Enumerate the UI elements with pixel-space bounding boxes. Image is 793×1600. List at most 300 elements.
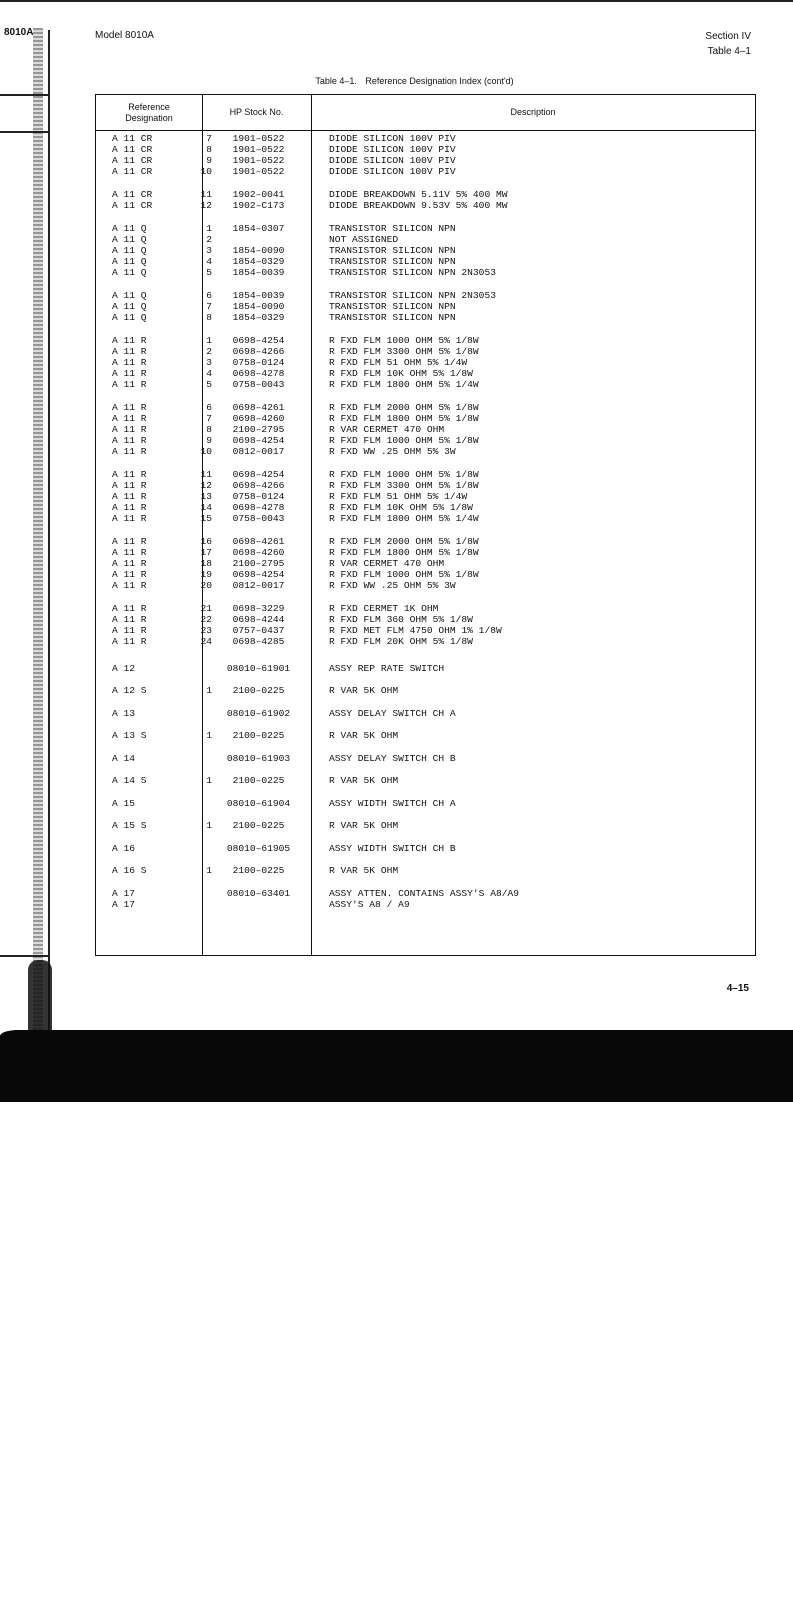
ref-prefix: A 13 S	[112, 730, 147, 741]
hp-stock-number: 2100–2795	[232, 424, 285, 435]
description: R FXD FLM 51 OHM 5% 1/4W	[329, 491, 468, 502]
description: ASSY'S A8 / A9	[329, 899, 410, 910]
ref-prefix: A 17	[112, 899, 136, 910]
scan-shadow	[28, 960, 52, 1040]
ref-designation	[112, 335, 212, 346]
ref-prefix: A 11 R	[112, 614, 147, 625]
ref-designation	[112, 558, 212, 569]
table-row	[96, 798, 755, 809]
table-row	[96, 346, 755, 357]
ref-number: 20	[200, 580, 212, 591]
section-label: Section IV	[705, 31, 751, 42]
ref-number: 7	[206, 133, 212, 144]
ref-prefix: A 11 R	[112, 368, 147, 379]
hp-stock-number: 1854–0329	[232, 312, 285, 323]
ref-number: 1	[206, 775, 212, 786]
hp-stock-number: 2100–0225	[232, 730, 285, 741]
ref-designation	[112, 166, 212, 177]
ref-prefix: A 11 CR	[112, 200, 153, 211]
ref-prefix: A 11 CR	[112, 166, 153, 177]
ref-prefix: A 12	[112, 663, 136, 674]
hp-stock-number: 0698–4278	[232, 368, 285, 379]
hp-stock-number: 0698–4261	[232, 536, 285, 547]
table-row	[96, 558, 755, 569]
table-row	[96, 614, 755, 625]
table-row	[96, 424, 755, 435]
ref-number: 17	[200, 547, 212, 558]
hp-stock-number: 1902–0041	[232, 189, 285, 200]
section-header	[705, 29, 751, 59]
table-row	[96, 245, 755, 256]
ref-prefix: A 11 R	[112, 435, 147, 446]
description: DIODE SILICON 100V PIV	[329, 144, 456, 155]
description: R FXD FLM 10K OHM 5% 1/8W	[329, 502, 473, 513]
hp-stock-number: 0757–0437	[232, 625, 285, 636]
ref-prefix: A 11 R	[112, 357, 147, 368]
ref-prefix: A 11 R	[112, 580, 147, 591]
ref-designation	[112, 290, 212, 301]
ref-number: 10	[200, 166, 212, 177]
ref-designation	[112, 413, 212, 424]
table-row	[96, 290, 755, 301]
description: TRANSISTOR SILICON NPN	[329, 301, 456, 312]
description: NOT ASSIGNED	[329, 234, 399, 245]
ref-designation	[112, 491, 212, 502]
hp-stock-number: 08010–61905	[226, 843, 291, 854]
description: DIODE SILICON 100V PIV	[329, 155, 456, 166]
ref-number: 6	[206, 402, 212, 413]
table-row	[96, 413, 755, 424]
description: TRANSISTOR SILICON NPN	[329, 245, 456, 256]
ref-number: 7	[206, 413, 212, 424]
ref-prefix: A 11 R	[112, 502, 147, 513]
ref-prefix: A 11 R	[112, 547, 147, 558]
table-row	[96, 843, 755, 854]
hp-stock-number: 1901–0522	[232, 144, 285, 155]
description: R FXD WW .25 OHM 5% 3W	[329, 580, 456, 591]
ref-prefix: A 11 R	[112, 491, 147, 502]
ref-prefix: A 11 R	[112, 513, 147, 524]
table-row	[96, 753, 755, 764]
ref-number: 8	[206, 144, 212, 155]
hp-stock-number: 0698–4260	[232, 547, 285, 558]
ref-designation	[112, 469, 212, 480]
description: R FXD CERMET 1K OHM	[329, 603, 439, 614]
ref-designation	[112, 547, 212, 558]
ref-prefix: A 12 S	[112, 685, 147, 696]
ref-prefix: A 11 CR	[112, 144, 153, 155]
ref-designation	[112, 189, 212, 200]
ref-designation	[112, 144, 212, 155]
ref-designation	[112, 888, 212, 899]
description: R FXD MET FLM 4750 OHM 1% 1/8W	[329, 625, 502, 636]
scan-shadow-band	[0, 1030, 793, 1102]
ref-designation	[112, 614, 212, 625]
ref-number: 7	[206, 301, 212, 312]
ref-designation	[112, 753, 212, 764]
hp-stock-number: 0698–4278	[232, 502, 285, 513]
ref-number: 16	[200, 536, 212, 547]
ref-prefix: A 13	[112, 708, 136, 719]
table-row	[96, 636, 755, 647]
description: R FXD FLM 1800 OHM 5% 1/8W	[329, 413, 479, 424]
ref-designation	[112, 256, 212, 267]
ref-designation	[112, 663, 212, 674]
description: R FXD FLM 1000 OHM 5% 1/8W	[329, 569, 479, 580]
ref-designation	[112, 513, 212, 524]
ref-prefix: A 11 Q	[112, 245, 147, 256]
table-row	[96, 775, 755, 786]
binding-edge	[33, 28, 43, 1068]
description: R VAR CERMET 470 OHM	[329, 424, 445, 435]
ref-number: 2	[206, 234, 212, 245]
table-caption: Reference Designation Index (cont'd)	[365, 76, 514, 86]
ref-designation	[112, 200, 212, 211]
ref-number: 6	[206, 290, 212, 301]
hp-stock-number: 0698–4260	[232, 413, 285, 424]
hp-stock-number: 1901–0522	[232, 155, 285, 166]
hp-stock-number: 0758–0043	[232, 379, 285, 390]
ref-prefix: A 11 Q	[112, 234, 147, 245]
description: DIODE SILICON 100V PIV	[329, 133, 456, 144]
ref-number: 5	[206, 379, 212, 390]
description: DIODE BREAKDOWN 5.11V 5% 400 MW	[329, 189, 508, 200]
hp-stock-number: 0758–0043	[232, 513, 285, 524]
ref-prefix: A 17	[112, 888, 136, 899]
ref-number: 8	[206, 424, 212, 435]
ref-prefix: A 11 R	[112, 335, 147, 346]
header-stock: HP Stock No.	[229, 107, 284, 117]
hp-stock-number: 0698–4254	[232, 335, 285, 346]
table-row	[96, 513, 755, 524]
ref-designation	[112, 402, 212, 413]
description: R FXD FLM 1000 OHM 5% 1/8W	[329, 335, 479, 346]
hp-stock-number: 1854–0039	[232, 267, 285, 278]
table-row	[96, 899, 755, 910]
hp-stock-number: 1902–C173	[232, 200, 285, 211]
table-row	[96, 569, 755, 580]
table-row	[96, 379, 755, 390]
hp-stock-number: 2100–0225	[232, 865, 285, 876]
table-row	[96, 865, 755, 876]
description: R FXD FLM 10K OHM 5% 1/8W	[329, 368, 473, 379]
ref-designation	[112, 234, 212, 245]
ref-number: 24	[200, 636, 212, 647]
table-row	[96, 663, 755, 674]
ref-prefix: A 11 CR	[112, 155, 153, 166]
margin-stub-line	[0, 94, 50, 96]
table-row	[96, 267, 755, 278]
ref-prefix: A 11 R	[112, 625, 147, 636]
hp-stock-number: 1854–0090	[232, 301, 285, 312]
table-row	[96, 189, 755, 200]
table-row	[96, 166, 755, 177]
ref-prefix: A 11 R	[112, 480, 147, 491]
ref-designation	[112, 502, 212, 513]
ref-number: 18	[200, 558, 212, 569]
margin-stub-line	[0, 131, 50, 133]
table-row	[96, 446, 755, 457]
table-row	[96, 502, 755, 513]
hp-stock-number: 1901–0522	[232, 166, 285, 177]
top-edge-line	[0, 0, 793, 2]
table-row	[96, 368, 755, 379]
table-row	[96, 708, 755, 719]
header-divider	[96, 130, 755, 131]
ref-designation	[112, 223, 212, 234]
ref-number: 22	[200, 614, 212, 625]
ref-designation	[112, 580, 212, 591]
table-row	[96, 547, 755, 558]
table-row	[96, 144, 755, 155]
ref-prefix: A 11 Q	[112, 301, 147, 312]
hp-stock-number: 0698–4254	[232, 435, 285, 446]
table-row	[96, 536, 755, 547]
hp-stock-number: 0698–4254	[232, 469, 285, 480]
hp-stock-number: 1854–0039	[232, 290, 285, 301]
ref-designation	[112, 435, 212, 446]
description: ASSY DELAY SWITCH CH B	[329, 753, 456, 764]
table-row	[96, 155, 755, 166]
hp-stock-number: 08010–61902	[226, 708, 291, 719]
description: TRANSISTOR SILICON NPN	[329, 223, 456, 234]
ref-prefix: A 11 CR	[112, 189, 153, 200]
ref-designation	[112, 346, 212, 357]
ref-designation	[112, 708, 212, 719]
ref-prefix: A 15	[112, 798, 136, 809]
ref-prefix: A 11 R	[112, 569, 147, 580]
ref-designation	[112, 775, 212, 786]
description: TRANSISTOR SILICON NPN 2N3053	[329, 267, 496, 278]
table-row	[96, 603, 755, 614]
table-number: Table 4–1.	[315, 76, 357, 86]
description: ASSY WIDTH SWITCH CH A	[329, 798, 456, 809]
table-row	[96, 469, 755, 480]
ref-designation	[112, 569, 212, 580]
ref-number: 9	[206, 155, 212, 166]
ref-designation	[112, 357, 212, 368]
ref-designation	[112, 267, 212, 278]
table-row	[96, 256, 755, 267]
hp-stock-number: 08010–63401	[226, 888, 291, 899]
ref-number: 9	[206, 435, 212, 446]
description: R FXD FLM 360 OHM 5% 1/8W	[329, 614, 473, 625]
table-row	[96, 335, 755, 346]
description: R FXD FLM 1000 OHM 5% 1/8W	[329, 435, 479, 446]
ref-designation	[112, 379, 212, 390]
ref-designation	[112, 133, 212, 144]
table-row	[96, 820, 755, 831]
ref-designation	[112, 685, 212, 696]
ref-number: 12	[200, 200, 212, 211]
ref-designation	[112, 155, 212, 166]
ref-prefix: A 11 Q	[112, 290, 147, 301]
table-row	[96, 580, 755, 591]
ref-designation	[112, 536, 212, 547]
hp-stock-number: 0812–0017	[232, 446, 285, 457]
ref-prefix: A 16	[112, 843, 136, 854]
hp-stock-number: 08010–61903	[226, 753, 291, 764]
ref-number: 2	[206, 346, 212, 357]
table-row	[96, 435, 755, 446]
description: R FXD FLM 51 OHM 5% 1/4W	[329, 357, 468, 368]
ref-number: 1	[206, 685, 212, 696]
description: TRANSISTOR SILICON NPN 2N3053	[329, 290, 496, 301]
hp-stock-number: 2100–0225	[232, 775, 285, 786]
header-ref: Reference Designation	[125, 101, 173, 123]
hp-stock-number: 1854–0329	[232, 256, 285, 267]
ref-prefix: A 11 R	[112, 413, 147, 424]
ref-designation	[112, 446, 212, 457]
ref-designation	[112, 865, 212, 876]
ref-prefix: A 11 CR	[112, 133, 153, 144]
ref-number: 13	[200, 491, 212, 502]
description: R FXD FLM 3300 OHM 5% 1/8W	[329, 346, 479, 357]
description: R VAR 5K OHM	[329, 865, 399, 876]
description: R VAR 5K OHM	[329, 820, 399, 831]
hp-stock-number: 0698–4261	[232, 402, 285, 413]
ref-prefix: A 16 S	[112, 865, 147, 876]
ref-number: 21	[200, 603, 212, 614]
hp-stock-number: 0698–4285	[232, 636, 285, 647]
table-row	[96, 730, 755, 741]
description: R FXD WW .25 OHM 5% 3W	[329, 446, 456, 457]
side-model-label: 8010A	[4, 27, 34, 38]
ref-number: 11	[200, 189, 212, 200]
table-row	[96, 357, 755, 368]
ref-prefix: A 11 R	[112, 603, 147, 614]
table-row	[96, 301, 755, 312]
description: R FXD FLM 20K OHM 5% 1/8W	[329, 636, 473, 647]
description: R VAR 5K OHM	[329, 685, 399, 696]
ref-prefix: A 11 R	[112, 469, 147, 480]
hp-stock-number: 0812–0017	[232, 580, 285, 591]
hp-stock-number: 1854–0090	[232, 245, 285, 256]
ref-prefix: A 11 R	[112, 636, 147, 647]
ref-designation	[112, 245, 212, 256]
ref-designation	[112, 730, 212, 741]
description: R FXD FLM 1800 OHM 5% 1/4W	[329, 513, 479, 524]
hp-stock-number: 2100–0225	[232, 820, 285, 831]
model-header: Model 8010A	[95, 30, 154, 41]
ref-prefix: A 11 Q	[112, 312, 147, 323]
hp-stock-number: 2100–0225	[232, 685, 285, 696]
ref-designation	[112, 480, 212, 491]
ref-designation	[112, 636, 212, 647]
ref-designation	[112, 424, 212, 435]
hp-stock-number: 0758–0124	[232, 491, 285, 502]
ref-number: 12	[200, 480, 212, 491]
table-row	[96, 223, 755, 234]
description: R VAR 5K OHM	[329, 775, 399, 786]
reference-table	[95, 94, 756, 956]
ref-number: 1	[206, 223, 212, 234]
ref-designation	[112, 301, 212, 312]
ref-designation	[112, 798, 212, 809]
ref-number: 4	[206, 368, 212, 379]
description: DIODE SILICON 100V PIV	[329, 166, 456, 177]
ref-prefix: A 14	[112, 753, 136, 764]
margin-stub-line	[0, 955, 50, 957]
description: TRANSISTOR SILICON NPN	[329, 312, 456, 323]
description: R VAR 5K OHM	[329, 730, 399, 741]
description: ASSY WIDTH SWITCH CH B	[329, 843, 456, 854]
ref-number: 14	[200, 502, 212, 513]
description: R FXD FLM 1800 OHM 5% 1/8W	[329, 547, 479, 558]
ref-designation	[112, 820, 212, 831]
ref-number: 1	[206, 335, 212, 346]
table-title	[0, 76, 793, 86]
ref-designation	[112, 603, 212, 614]
ref-prefix: A 14 S	[112, 775, 147, 786]
ref-number: 4	[206, 256, 212, 267]
ref-number: 3	[206, 245, 212, 256]
ref-number: 1	[206, 865, 212, 876]
hp-stock-number: 2100–2795	[232, 558, 285, 569]
ref-prefix: A 11 Q	[112, 256, 147, 267]
description: TRANSISTOR SILICON NPN	[329, 256, 456, 267]
ref-number: 1	[206, 730, 212, 741]
table-row	[96, 625, 755, 636]
ref-prefix: A 11 R	[112, 558, 147, 569]
description: ASSY REP RATE SWITCH	[329, 663, 445, 674]
description: DIODE BREAKDOWN 9.53V 5% 400 MW	[329, 200, 508, 211]
hp-stock-number: 0698–4254	[232, 569, 285, 580]
ref-number: 3	[206, 357, 212, 368]
description: R FXD FLM 1000 OHM 5% 1/8W	[329, 469, 479, 480]
ref-designation	[112, 625, 212, 636]
table-row	[96, 491, 755, 502]
description: R FXD FLM 2000 OHM 5% 1/8W	[329, 536, 479, 547]
ref-number: 1	[206, 820, 212, 831]
hp-stock-number: 0758–0124	[232, 357, 285, 368]
ref-designation	[112, 843, 212, 854]
ref-prefix: A 11 R	[112, 446, 147, 457]
hp-stock-number: 0698–4266	[232, 346, 285, 357]
table-row	[96, 685, 755, 696]
ref-number: 8	[206, 312, 212, 323]
ref-prefix: A 11 Q	[112, 267, 147, 278]
binding-rule	[48, 30, 50, 1030]
description: ASSY ATTEN. CONTAINS ASSY'S A8/A9	[329, 888, 519, 899]
ref-prefix: A 11 R	[112, 424, 147, 435]
hp-stock-number: 0698–4266	[232, 480, 285, 491]
ref-prefix: A 11 R	[112, 379, 147, 390]
hp-stock-number: 0698–4244	[232, 614, 285, 625]
table-row	[96, 888, 755, 899]
hp-stock-number: 1901–0522	[232, 133, 285, 144]
ref-prefix: A 15 S	[112, 820, 147, 831]
ref-number: 15	[200, 513, 212, 524]
header-desc: Description	[510, 107, 556, 117]
table-row	[96, 234, 755, 245]
description: R FXD FLM 3300 OHM 5% 1/8W	[329, 480, 479, 491]
ref-prefix: A 11 R	[112, 536, 147, 547]
table-row	[96, 312, 755, 323]
page-number: 4–15	[726, 983, 749, 994]
description: ASSY DELAY SWITCH CH A	[329, 708, 456, 719]
ref-number: 5	[206, 267, 212, 278]
table-label: Table 4–1	[707, 46, 751, 57]
ref-designation	[112, 899, 212, 910]
ref-designation	[112, 368, 212, 379]
description: R FXD FLM 2000 OHM 5% 1/8W	[329, 402, 479, 413]
hp-stock-number: 08010–61904	[226, 798, 291, 809]
hp-stock-number: 0698–3229	[232, 603, 285, 614]
hp-stock-number: 08010–61901	[226, 663, 291, 674]
table-row	[96, 480, 755, 491]
table-row	[96, 402, 755, 413]
